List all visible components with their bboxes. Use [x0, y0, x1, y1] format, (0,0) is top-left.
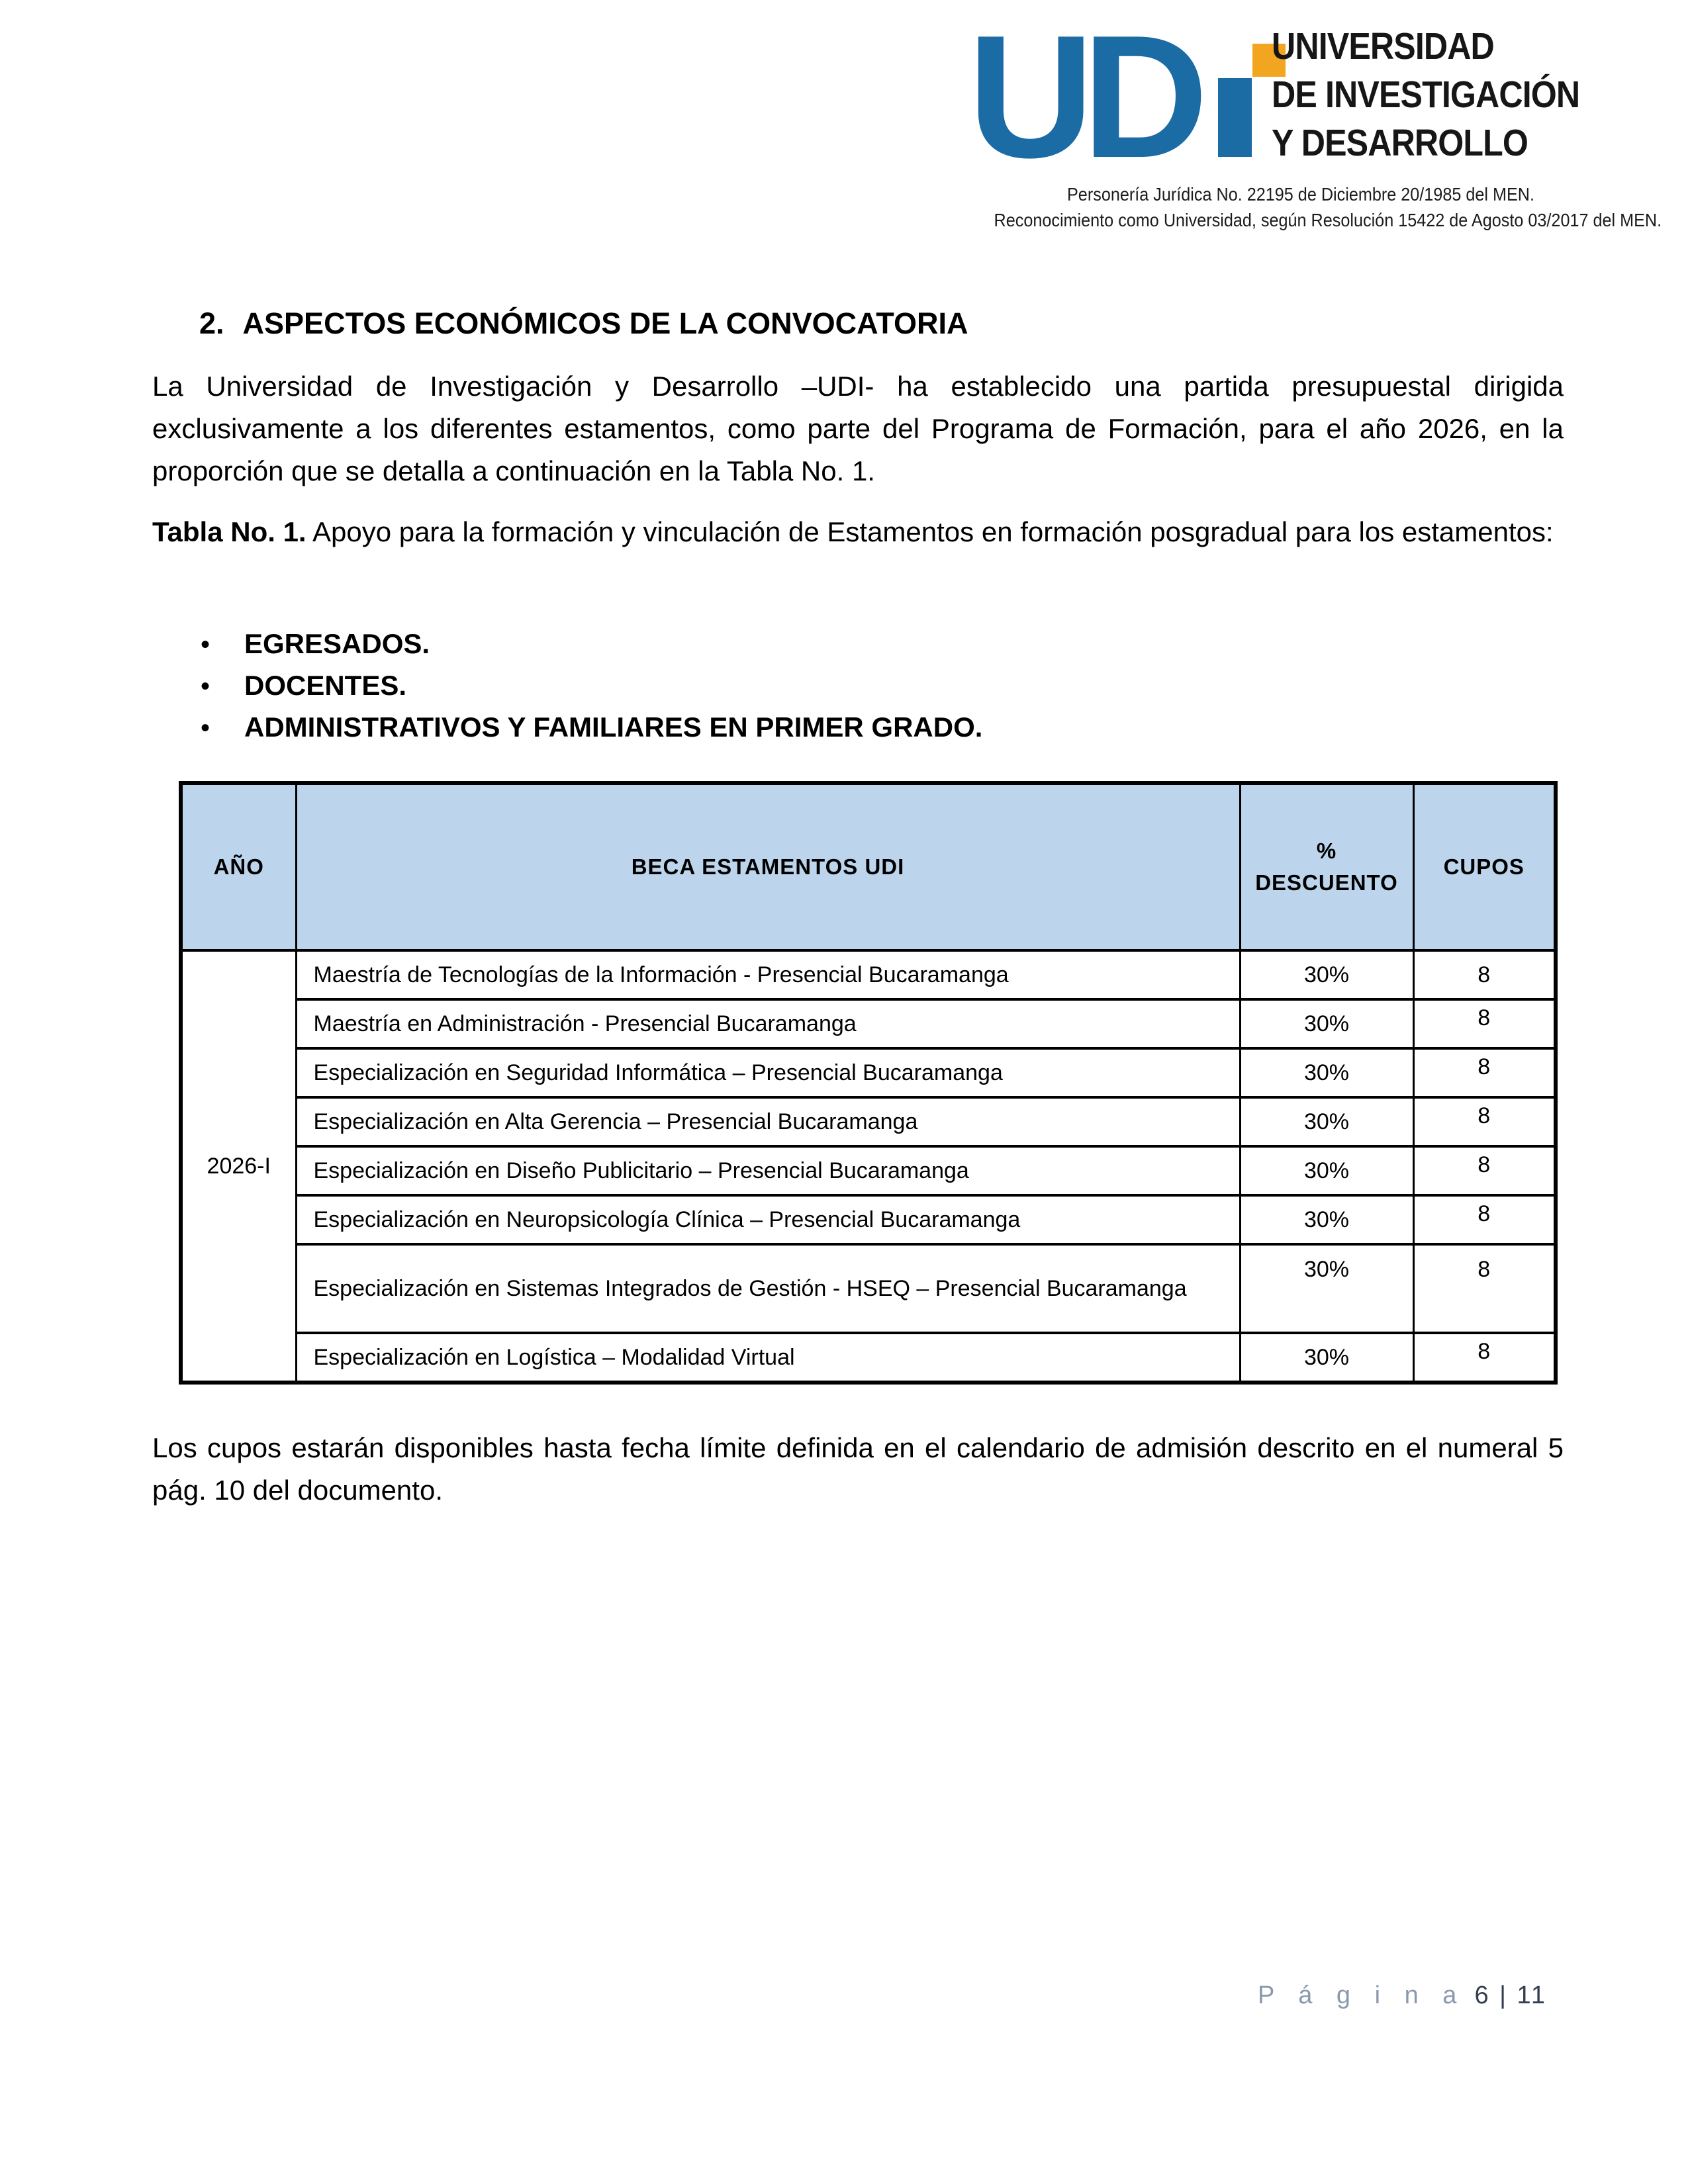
page-footer: [1258, 1980, 1547, 2011]
slots-cell: 8: [1413, 1244, 1556, 1333]
legal-line: Personería Jurídica No. 22195 de Diciembre 20/1985 del MEN.: [1067, 184, 1534, 205]
discount-cell: 30%: [1240, 950, 1413, 999]
section-title: ASPECTOS ECONÓMICOS DE LA CONVOCATORIA: [242, 306, 968, 340]
table-row: [181, 1097, 1556, 1146]
column-header-beca: BECA ESTAMENTOS UDI: [296, 783, 1240, 950]
table-row: [181, 1195, 1556, 1244]
program-cell: Especialización en Diseño Publicitario – Presencial Bucaramanga: [296, 1146, 1240, 1195]
column-header-cupos: CUPOS: [1413, 783, 1556, 950]
table-caption: [152, 511, 1564, 553]
slots-cell: 8: [1413, 1333, 1556, 1383]
discount-cell: 30%: [1240, 1333, 1413, 1383]
university-name-line: UNIVERSIDAD: [1272, 25, 1494, 68]
table-header-row: [181, 783, 1556, 950]
table-caption-text: Apoyo para la formación y vinculación de Estamentos en formación posgradual para los estamentos:: [306, 516, 1554, 547]
university-name-line: Y DESARROLLO: [1272, 122, 1528, 164]
year-cell: 2026-I: [181, 950, 296, 1383]
slots-cell: 8: [1413, 1097, 1556, 1146]
slots-cell: 8: [1413, 1048, 1556, 1097]
bullet-item-label: DOCENTES.: [244, 670, 407, 701]
program-cell: Especialización en Alta Gerencia – Presencial Bucaramanga: [296, 1097, 1240, 1146]
column-header-descuento: % DESCUENTO: [1240, 783, 1413, 950]
legal-recognition-lines: [994, 181, 1662, 233]
slots-cell: 8: [1413, 950, 1556, 999]
program-cell: Especialización en Neuropsicología Clínica – Presencial Bucaramanga: [296, 1195, 1240, 1244]
program-cell: Especialización en Logística – Modalidad Virtual: [296, 1333, 1240, 1383]
discount-cell: 30%: [1240, 1048, 1413, 1097]
program-cell: Especialización en Seguridad Informática – Presencial Bucaramanga: [296, 1048, 1240, 1097]
section-heading: [199, 304, 968, 343]
table-row: [181, 1048, 1556, 1097]
program-cell: Maestría de Tecnologías de la Información - Presencial Bucaramanga: [296, 950, 1240, 999]
discount-cell: 30%: [1240, 1097, 1413, 1146]
discount-cell: 30%: [1240, 1195, 1413, 1244]
university-name: [1272, 23, 1579, 167]
discount-cell: 30%: [1240, 1244, 1413, 1333]
udi-logo-text: UD: [968, 26, 1197, 165]
slots-cell: 8: [1413, 1146, 1556, 1195]
discount-cell: 30%: [1240, 999, 1413, 1048]
udi-logo: [968, 26, 1299, 165]
bullet-dot-icon: •: [201, 630, 211, 659]
university-name-line: DE INVESTIGACIÓN: [1272, 73, 1580, 116]
beca-estamentos-table: [179, 781, 1558, 1385]
page-footer-number: 6 | 11: [1474, 1981, 1548, 2009]
program-cell: Maestría en Administración - Presencial Bucaramanga: [296, 999, 1240, 1048]
slots-cell: 8: [1413, 1195, 1556, 1244]
bullet-dot-icon: •: [201, 672, 211, 701]
availability-paragraph: Los cupos estarán disponibles hasta fecha límite definida en el calendario de admisión descrito en el numeral 5 pág. 10 del documento.: [152, 1432, 1564, 1506]
program-cell: Especialización en Sistemas Integrados de Gestión - HSEQ – Presencial Bucaramanga: [296, 1244, 1240, 1333]
table-caption-label: Tabla No. 1.: [152, 516, 306, 547]
bullet-item: [201, 665, 982, 707]
udi-logo-i-stem: [1218, 78, 1252, 157]
table-row: [181, 1146, 1556, 1195]
table-row: [181, 1333, 1556, 1383]
table-row: [181, 999, 1556, 1048]
section-number: 2.: [199, 306, 224, 340]
page-footer-label: P á g i n a: [1258, 1981, 1466, 2009]
bullet-item: [201, 623, 982, 665]
estamentos-bullet-list: [201, 623, 982, 749]
bullet-item: [201, 707, 982, 749]
slots-cell: 8: [1413, 999, 1556, 1048]
bullet-item-label: EGRESADOS.: [244, 628, 430, 659]
table-row: [181, 1244, 1556, 1333]
intro-paragraph: La Universidad de Investigación y Desarrollo –UDI- ha establecido una partida presupuestal dirigida exclusivamente a los diferentes estamentos, como parte del Programa de Formación, para el año 2026, en la proporción que se detalla a continuación en la Tabla No. 1.: [152, 371, 1564, 486]
bullet-item-label: ADMINISTRATIVOS Y FAMILIARES EN PRIMER GRADO.: [244, 711, 983, 743]
column-header-ano: AÑO: [181, 783, 296, 950]
legal-line: Reconocimiento como Universidad, según Resolución 15422 de Agosto 03/2017 del MEN.: [994, 210, 1662, 230]
discount-cell: 30%: [1240, 1146, 1413, 1195]
table-row: [181, 950, 1556, 999]
bullet-dot-icon: •: [201, 713, 211, 743]
